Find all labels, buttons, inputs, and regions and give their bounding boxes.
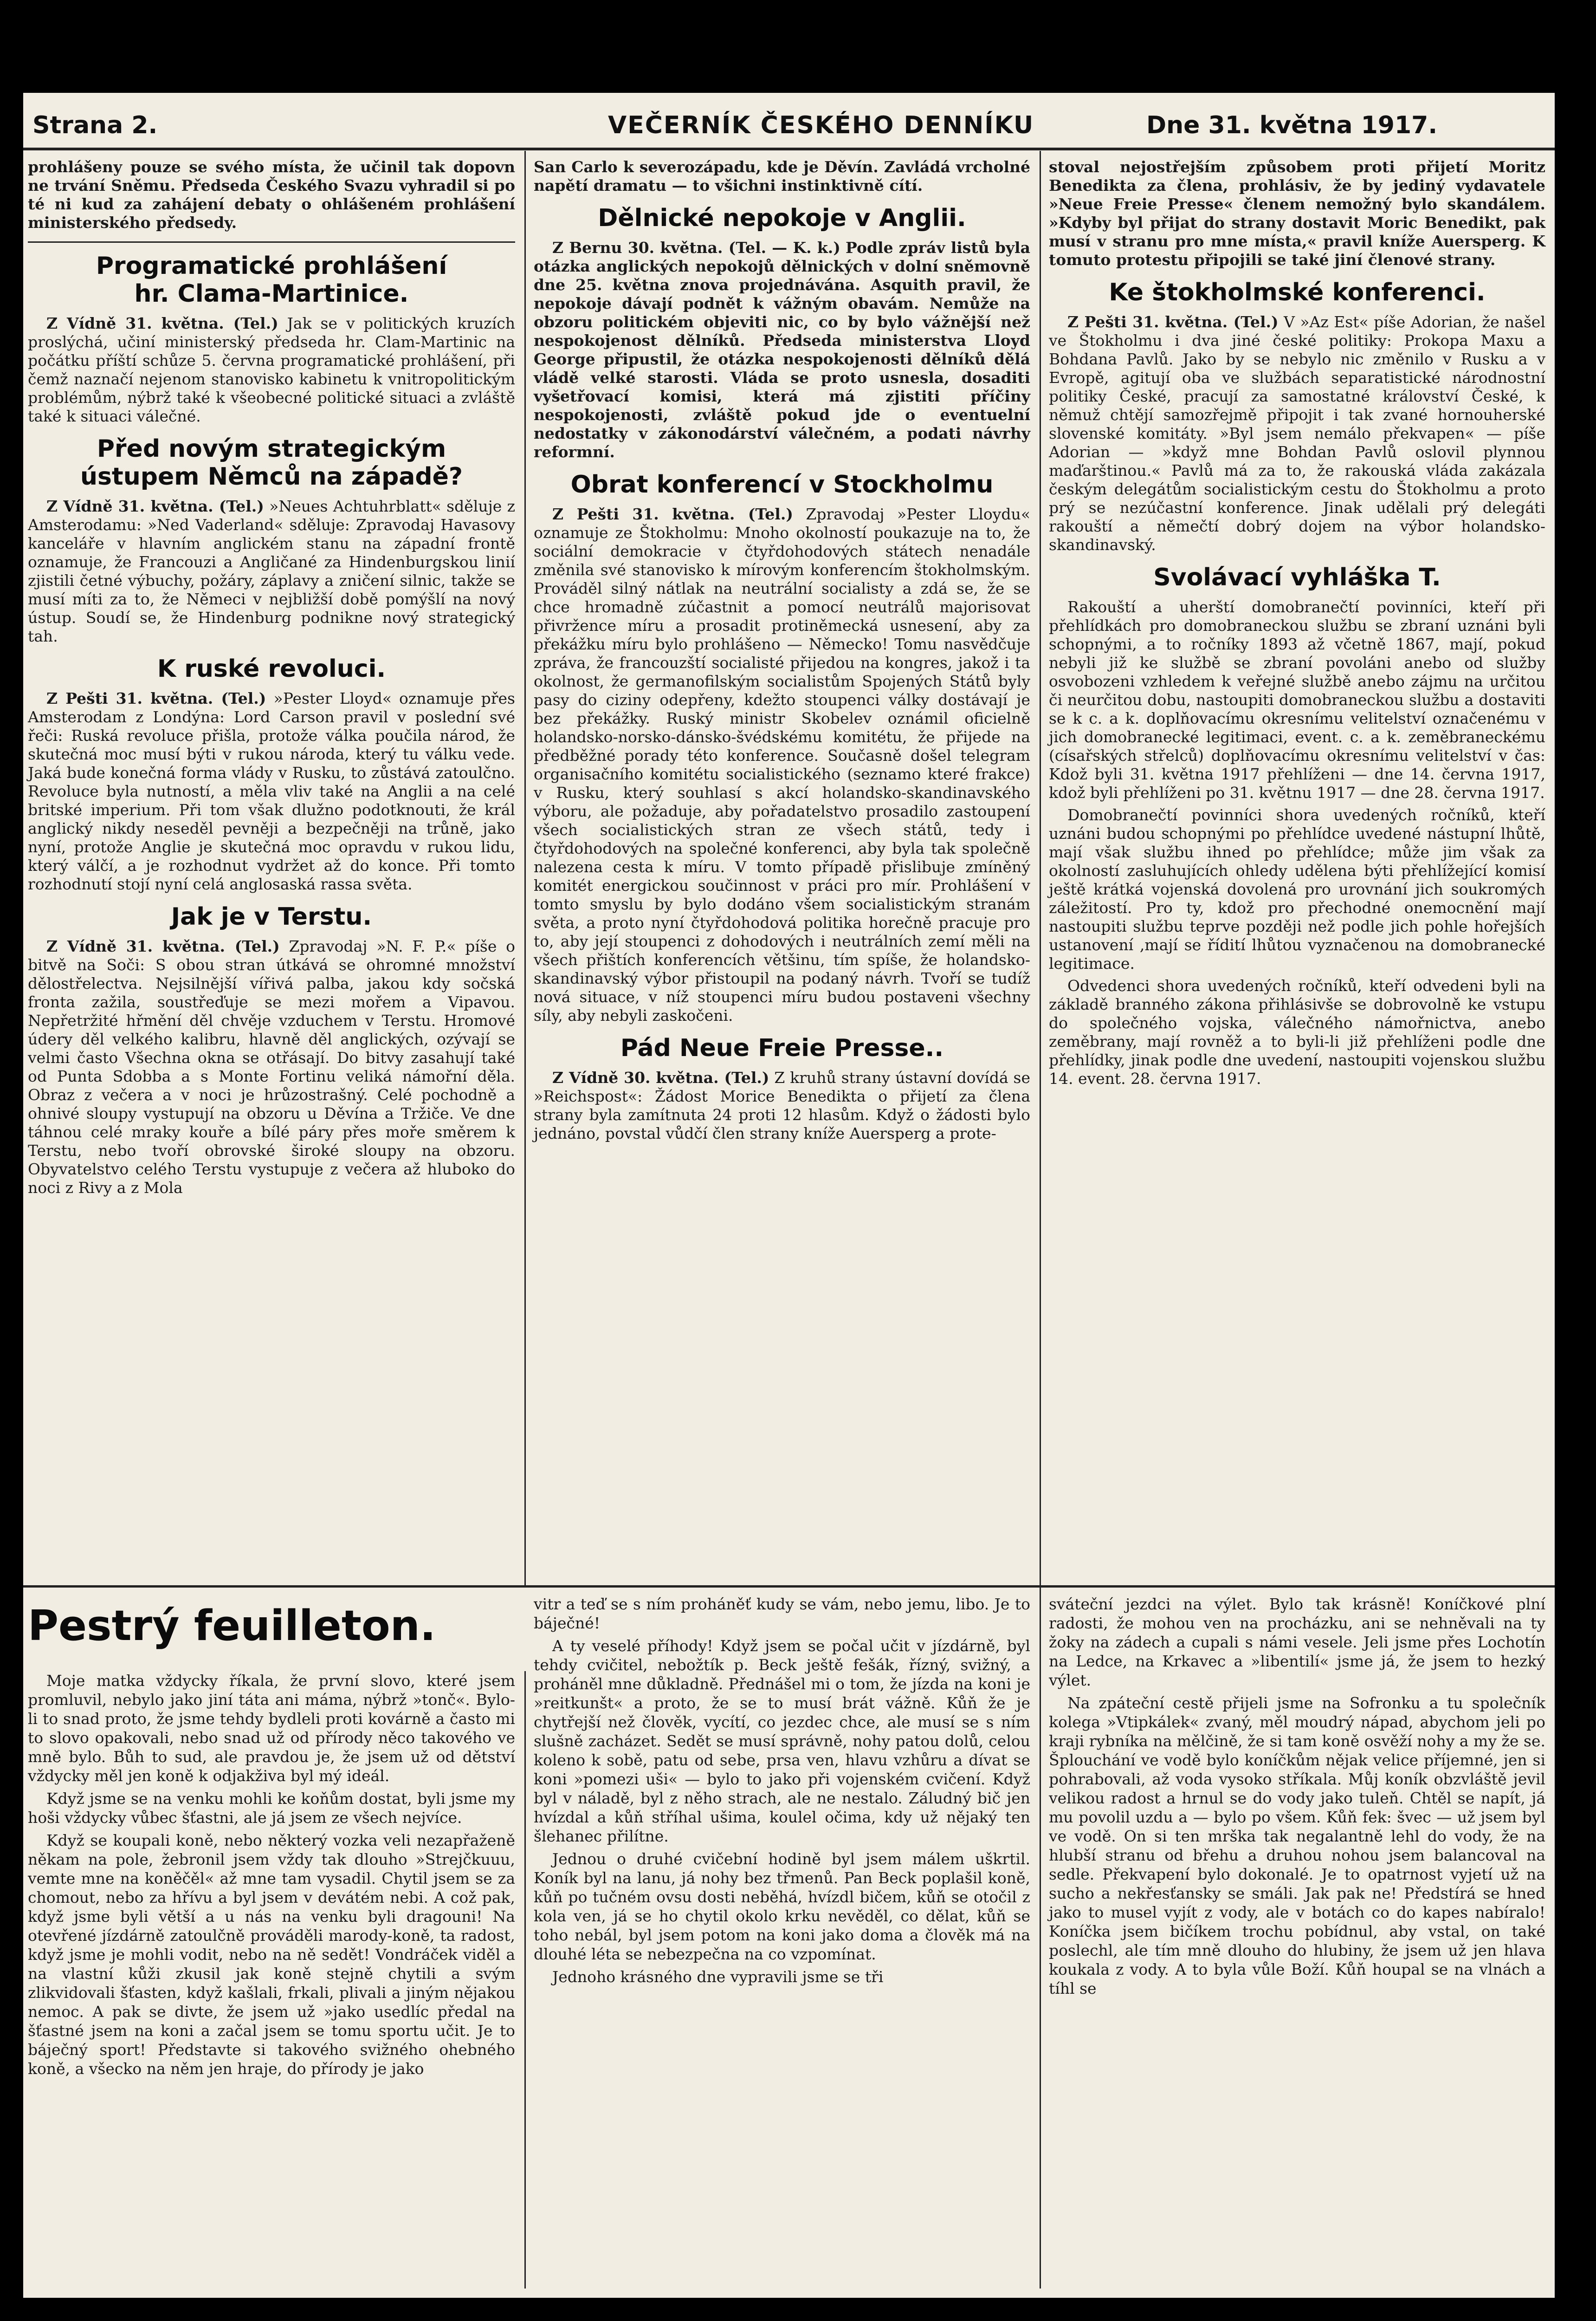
article-text: Podle zpráv listů byla otázka anglických nepokojů dělnických v dolní sněmovně dne 25. května znova projednávána. Asquith pravil, že nepokoje dávají podnět k vážným obavám. Nemůže na obzoru politickém objeviti nic, co by bylo vážnější než nespokojenost dělníků. Předseda ministerstva Lloyd George připustil, že otázka nespokojenosti dělníků dělá vládě velké starosti. Vláda se proto usnesla, dosaditi vyšetřovací komisi, která má zjistiti příčiny nespokojenosti, zvláště pokud jde o eventuelní nedostatky v zákonodárství válečném, a podati návrhy reformní. [534,239,1030,461]
headline-call-up-notice: Svolávací vyhláška T. [1153,564,1441,591]
feuilleton-paragraph: Jednoho krásného dne vypravili jsme se tři [552,1968,884,1986]
feuilleton-paragraph: Když jsme se na venku mohli ke koňům dostat, byli jsme my hoši vždycky vůbec šťastni, ale já jsem ze všech nejvíce. [28,1789,515,1827]
page-number: Strana 2. [32,111,158,139]
column-divider [524,1671,526,2289]
column-1: prohlášeny pouze se svého místa, že učinil tak dopovn ne trvání Sněmu. Předseda Českého Svazu vyhradil si po té ni kud za zahájení debaty o ohlášeném prohlášení ministerského předsedy. Programatické prohlášení hr. Clama-Martinice. Z Vídně 31. května. (Tel.) Jak se v politických kruzích proslýchá, učiní ministerský předseda hr. Clam-Martinic na počátku příští schůze 5. června programatické prohlášení, při čemž naznačí nejenom stanovisko kabinetu k vnitropolitickým problémům, nýbrž také k všeobecné politické situaci a zvláště také k situaci válečné. Před novým strategickým ústupem Němců na západě? Z Vídně 31. května. (Tel.) »Neues Achtuhrblatt« sděluje z Amsterodamu: »Ned Vaderland« sděluje: Zpravodaj Havasovy kanceláře v hlavním anglickém stanu na západní frontě oznamuje, že Francouzi a Angličané za Hindenburgskou linií zjistili četné výbuchy, požáry, záplavy a zničení silnic, takže se musí míti za to, že Němeci v nejbližší době pomýšlí na nový ústup. Soudí se, že Hindenburg podnikne nový strategický tah. K ruské revoluci. Z Pešti 31. května. (Tel.) »Pester Lloyd« oznamuje přes Amsterodam z Londýna: Lord Carson pravil v poslední své řeči: Ruská revoluce přišla, protože válka poučila národ, že skutečná moc musí býti v rukou národa, který tu válku vede. Jaká bude konečná forma vlády v Rusku, to zůstává zatoulčno. Revoluce byla nutností, a měla vliv také na Anglii a na celé britské imperium. Při tom však dlužno podotknouti, že král anglický nikdy neseděl pevněji a bezpečněji na trůně, jako nyní, protože Anglie je skutečná moc opravdu v rukou lidu, který válčí, a je rozhodnut vydržet až do konce. Při tomto rozhodnutí stojí nyní celá anglosaská rassa světa. Jak je v Terstu. Z Vídně 31. května. (Tel.) Zpravodaj »N. F. P.« píše o bitvě na Soči: S obou stran útkává se ohromné množství dělostřelectva. Nejsilnější vířivá palba, jakou kdy sočská fronta zažila, soustřeďuje se mezi mořem a Vipavou. Nepřetržité hřmění děl chvěje vzduchem v Terstu. Hromové údery děl velkého kalibru, hlavně děl anglických, ozývají se velmi často Všechna okna se otřásají. Do bitvy zasahují také od Punta Sdobba a s Monte Fortinu veliká námořní děla. Obraz z večera a v noci je hrůzostrašný. Celé pochodně a ohnivé sloupy vystupují na obzoru u Děvína a Tržiče. Ve dne táhnou celé mraky kouře a bílé páry přes moře směrem k Terstu, nebo tvoří obrovské široké sloupy na obzoru. Obyvatelstvo celého Terstu vystupuje z večera až hluboko do noci z Rivy a z Mola [28,158,515,1197]
headline-neue-freie-presse: Pád Neue Freie Presse.. [620,1034,944,1062]
feuilleton-column-2 [534,1595,1030,1990]
column-divider [524,151,526,1585]
feuilleton-paragraph: Na zpáteční cestě přijeli jsme na Sofronku a tu společník kolega »Vtipkálek« zvaný, měl moudrý nápad, abychom jeli po kraji rybníka na mělčině, že si tam koně osvěží nohy a my že se. Šplouchání ve vodě bylo koníčkům nějak velice příjemné, jen si pohrabovali, až voda vysoko stříkala. Můj koník obzvláště jevil velikou radost a hrnul se do vody jako tuleň. Chtěl se napít, já mu povolil uzdu a — bylo po všem. Kůň fek: švec — už jsem byl ve vodě. On si ten mrška tak negalantně lehl do vody, že na hlubší stranu od břehu a druhou nohou jsem balancoval na sedle. Překvapení bylo dokonalé. Je to opatrnost vyjetí už na sucho a nekřesťansky se smáli. Jak pak ne! Předstírá se hned jako to musel vyjít z vody, ale v botách co do kapes nabíralo! Koníčka jsem bičíkem trochu pobídnul, aby vstal, on také poslechl, ale tím mně dlouho do hlubiny, že jsem už jen hlava koukala z vody. A to byla vůle Boží. Kůň houpal se na vlnách a tíhl se [1049,1694,1545,1997]
article-text: Jak se v politických kruzích proslýchá, učiní ministerský předseda hr. Clam-Martinic na počátku příští schůze 5. června programatické prohlášení, při čemž naznačí nejenom stanovisko kabinetu k vnitropolitickým problémům, nýbrž také k všeobecné politické situaci a zvláště také k situaci válečné. [28,314,515,425]
headline-russian-revolution: K ruské revoluci. [157,655,386,683]
article-text: Rakouští a uherští domobranečtí povinníci, kteří při přehlídkách pro domobraneckou službu se zbraní uznáni byli schopnými, a to ročníky 1893 až včetně 1867, mají, pokud nebyli již ke službě se zbraní povoláni anebo od služby osvobozeni vzhledem k veřejné službě anebo zájmu na určitou či neurčitou dobu, nastoupiti domobraneckou službu a dostaviti se k c. a k. doplňovacímu okresnímu velitelství označenému v jich domobranecké legitimaci, event. c. a k. zeměbraneckému (císařských střelců) doplňovacímu okresnímu velitelství v čas: Kdož byli 31. května 1917 přehlíženi — dne 14. června 1917, kdož byli přehlíženi po 31. květnu 1917 — dne 28. června 1917. [1049,598,1545,802]
feuilleton-title: Pestrý feuilleton. [28,1601,436,1650]
feuilleton-paragraph: A ty veselé příhody! Když jsem se počal učit v jízdárně, byl tehdy cvičitel, nebožtík p. Beck ještě fešák, řízný, svižný, a proháněl mne důkladně. Přednášel mi o tom, že jízda na koni je »reitkunšt« a proto, že se to musí brát vážně. Kůň že je chytřejší než člověk, vycítí, co jezdec chce, ale musí se s ním slušně zacházet. Sedět se musí správně, nohy patou dolů, celou koleno k sobě, patu od sebe, prsa ven, hlavu vzhůru a dívat se koni »pomezi uši« — bylo to jako při vojenském cvičení. Když byl v náladě, byl z něho strach, ale ne nestalo. Záludný bič jen hvízdal a kůň stříhal ušima, koulel očima, kdy už nějaký ten šlehanec přilítne. [534,1637,1030,1845]
feuilleton-paragraph: sváteční jezdci na výlet. Bylo tak krásně! Koníčkové plní radosti, že mohou ven na procházku, ani se nehněvali na ty žoky na zádech a cupali s námi vesele. Jeli jsme přes Lochotín na Ledce, na Krkavec a »libentilí« jsme já, že jsem to hezký výlet. [1049,1595,1545,1689]
article-text: Z kruhů strany ústavní dovídá se »Reichspost«: Žádost Morice Benedikta o přijetí za člena strany byla zamítnuta 24 proti 12 hlasům. Když o žádosti bylo jednáno, povstal vůdčí člen strany kníže Auersperg a prote- [534,1069,1030,1142]
article-text: prohlášeny pouze se svého místa, že učinil tak dopovn ne trvání Sněmu. Předseda Českého Svazu vyhradil si po té ni kud za zahájení debaty o ohlášeném prohlášení ministerského předsedy. [28,158,515,232]
headline-trieste: Jak je v Terstu. [171,903,372,931]
column-2: San Carlo k severozápadu, kde je Děvín. Zavládá vrcholné napětí dramatu — to všichni instinktivně cítí. Dělnické nepokoje v Anglii. Z Bernu 30. května. (Tel. — K. k.) Podle zpráv listů byla otázka anglických nepokojů dělnických v dolní sněmovně dne 25. května znova projednávána. Asquith pravil, že nepokoje dávají podnět k vážným obavám. Nemůže na obzoru politickém objeviti nic, co by bylo vážnější než nespokojenost dělníků. Předseda ministerstva Lloyd George připustil, že otázka nespokojenosti dělníků dělá vládě velké starosti. Vláda se proto usnesla, dosaditi vyšetřovací komisi, která má zjistiti příčiny nespokojenosti, zvláště pokud jde o eventuelní nedostatky v zákonodárství válečném, a podati návrhy reformní. Obrat konferencí v Stockholmu Z Pešti 31. května. (Tel.) Zpravodaj »Pester Lloydu« oznamuje ze Štokholmu: Mnoho okolností poukazuje na to, že sociální demokracie v čtyřdohodových státech nenadále změnila své stanovisko k mírovým konferencím štokholmským. Prováděl silný nátlak na neutrální socialisty a zdá se, že se chce hromadně zúčastnit a pomocí neutrálů majorisovat přivržence míru a prosadit protiněmecká usnesení, aby za překážku míru bylo prohlášeno — Německo! Tomu nasvědčuje zpráva, že francouzští socialisté přijedou na kongres, jakož i ta okolnost, že germanofilským socialistům Spojených Států byly pasy do ciziny odepřeny, kdežto stoupenci války dostávají je bez překážky. Ruský ministr Skobelev oznámil oficielně holandsko-norsko-dánsko-švédskému komitétu, že přijede na předběžné porady této konference. Současně došel telegram organisačního komitétu socialistického (seznamo které frakce) v Rusku, který souhlasí s akcí holandsko-skandinavského výboru, ale požaduje, aby pořadatelstvo prosadilo zastoupení všech socialistických stran ze všech států, tedy i čtyřdohodových na společné konferenci, aby byla tak společně nalezena cesta k míru. V tomto případě přislibuje zmíněný komitét energickou součinnost v práci pro mír. Prohlášení v tomto smyslu by bylo dodáno všem socialistickým stranám světa, a proto nyní čtyřdohodová politika horečně pracuje pro to, aby její stoupenci z dohodových i neutrálních zemí měli na všech přištích konferencích většinu, tím spíše, že holandsko-skandinavský výbor přistoupil na podaný návrh. Tvoří se tudíž nová situace, v níž stoupenci míru budou postaveni všechny síly, aby nebyli zaskočeni. Pád Neue Freie Presse.. Z Vídně 30. května. (Tel.) Z kruhů strany ústavní dovídá se »Reichspost«: Žádost Morice Benedikta o přijetí za člena strany byla zamítnuta 24 proti 12 hlasům. Když o žádosti bylo jednáno, povstal vůdčí člen strany kníže Auersperg a prote- [534,158,1031,1142]
masthead [23,107,1545,144]
feuilleton-column-1 [28,1671,515,2082]
feuilleton-paragraph: Když se koupali koně, nebo některý vozka veli nezapřaženě někam na pole, žebronil jsem vždy tak dlouho »Strejčkuuu, vemte mne na koněčěl« až mne tam vysadil. Chytil jsem se za chomout, nebo za hřívu a byl jsem v devátém nebi. A což pak, když jsme byli větší a u nás na venku byli dragouni! Na otevřené jízdárně zatoulčně prováděli marody-koně, ta radost, když jsme je mohli vodit, nebo na ně sedět! Vondráček viděl a na vlastní kůži zkusil jak koně stejně chytili a svým zlikvidovali šťasten, když kašlali, frkali, plivali a jiným nějakou nemoc. A pak se divte, že jsem už »jako usedlíc předal na šťastné jsem na koni a začal jsem se tomu sportu učit. Je to báječný sport! Představte si takového svižného ohebného koně, a všecko na něm jen hraje, do přírody je jako [28,1831,515,2078]
feuilleton-paragraph: vitr a teď se s ním proháněť kudy se vám, nebo jemu, libo. Je to báječné! [534,1595,1030,1632]
headline-stockholm-conference: Ke štokholmské konferenci. [1109,279,1486,306]
headline-strategic-retreat: Před novým strategickým ústupem Němců na západě? [80,435,463,491]
newspaper-title: VEČERNÍK ČESKÉHO DENNÍKU [608,111,1034,139]
article-text: »Pester Lloyd« oznamuje přes Amsterodam z Londýna: Lord Carson pravil v poslední své řeči: Ruská revoluce přišla, protože válka poučila národ, že skutečná moc musí býti v rukou národa, který tu válku vede. Jaká bude konečná forma vlády v Rusku, to zůstává zatoulčno. Revoluce byla nutností, a měla vliv také na Anglii a na celé britské imperium. Při tom však dlužno podotknouti, že král anglický nikdy neseděl pevněji a bezpečněji na trůně, jako nyní, protože Anglie je skutečná moc opravdu v rukou lidu, který válčí, a je rozhodnut vydržet až do konce. Při tomto rozhodnutí stojí nyní celá anglosaská rassa světa. [28,689,515,893]
column-divider [1040,1588,1041,2289]
headline-stockholm-turn: Obrat konferencí v Stockholmu [570,471,994,499]
feuilleton-rule [23,1585,1555,1588]
newspaper-page [23,93,1555,2298]
article-text: Zpravodaj »Pester Lloydu« oznamuje ze Štokholmu: Mnoho okolností poukazuje na to, že sociální demokracie v čtyřdohodových státech nenadále změnila své stanovisko k mírovým konferencím štokholmským. Prováděl silný nátlak na neutrální socialisty a zdá se, že se chce hromadně zúčastnit a pomocí neutrálů majorisovat přivržence míru a prosadit protiněmecká usnesení, aby za překážku míru bylo prohlášeno — Německo! Tomu nasvědčuje zpráva, že francouzští socialisté přijedou na kongres, jakož i ta okolnost, že germanofilským socialistům Spojených Států byly pasy do ciziny odepřeny, kdežto stoupenci války dostávají je bez překážky. Ruský ministr Skobelev oznámil oficielně holandsko-norsko-dánsko-švédskému komitétu, že přijede na předběžné porady této konference. Současně došel telegram organisačního komitétu socialistického (seznamo které frakce) v Rusku, který souhlasí s akcí holandsko-skandinavského výboru, ale požaduje, aby pořadatelstvo prosadilo zastoupení všech socialistických stran ze všech států, tedy i čtyřdohodových na společné konferenci, aby byla tak společně nalezena cesta k míru. V tomto případě přislibuje zmíněný komitét energickou součinnost v práci pro mír. Prohlášení v tomto smyslu by bylo dodáno všem socialistickým stranám světa, a proto nyní čtyřdohodová politika horečně pracuje pro to, aby její stoupenci z dohodových i neutrálních zemí měli na všech přištích konferencích většinu, tím spíše, že holandsko-skandinavský výbor přistoupil na podaný návrh. Tvoří se tudíž nová situace, v níž stoupenci míru budou postaveni všechny síly, aby nebyli zaskočeni. [534,505,1031,1024]
article-text: Odvedenci shora uvedených ročníků, kteří odvedeni byli na základě branného zákona přihlásivše se dobrovolně ke vstupu do společného vojska, válečného námořnictva, anebo zeměbrany, mají rovněž a to byli-li již přehlíženi podle dne přehlídky, jinak podle dne uvedení, nastoupiti vojenskou službu 14. event. 28. června 1917. [1049,977,1545,1088]
column-divider [1040,151,1041,1585]
headline-clam-martinic: Programatické prohlášení hr. Clama-Martinice. [96,252,447,308]
article-text: Zpravodaj »N. F. P.« píše o bitvě na Soči: S obou stran útkává se ohromné množství dělostřelectva. Nejsilnější vířivá palba, jakou kdy sočská fronta zažila, soustřeďuje se mezi mořem a Vipavou. Nepřetržité hřmění děl chvěje vzduchem v Terstu. Hromové údery děl velkého kalibru, hlavně děl anglických, ozývají se velmi často Všechna okna se otřásají. Do bitvy zasahují také od Punta Sdobba a s Monte Fortinu veliká námořní děla. Obraz z večera a v noci je hrůzostrašný. Celé pochodně a ohnivé sloupy vystupují na obzoru u Děvína a Tržiče. Ve dne táhnou celé mraky kouře a bílé páry přes moře směrem k Terstu, nebo tvoří obrovské široké sloupy na obzoru. Obyvatelstvo celého Terstu vystupuje z večera až hluboko do noci z Rivy a z Mola [28,937,515,1197]
masthead-rule [23,148,1555,150]
issue-date: Dne 31. května 1917. [1146,111,1438,139]
feuilleton-paragraph: Jednou o druhé cvičební hodině byl jsem málem uškrtil. Koník byl na lanu, já nohy bez třmenů. Pan Beck poplašil koně, kůň po tučném ovsu dosti neběhá, hvízdl bičem, kůň se otočil z kola ven, já se ho chytil okolo krku nevěděl, co dělat, kůň se toho nebál, byl jsem potom na koni jako doma a člověk má na dlouhé léta se nebezpečna na co vzpomínat. [534,1850,1030,1963]
feuilleton-column-3 [1049,1595,1545,2002]
article-text: San Carlo k severozápadu, kde je Děvín. Zavládá vrcholné napětí dramatu — to všichni instinktivně cítí. [534,158,1030,194]
column-3: stoval nejostřejším způsobem proti přijetí Moritz Benedikta za člena, prohlásiv, že by jediný vydavatele »Neue Freie Presse« členem nemožný bylo skandálem. »Kdyby byl přijat do strany dostavit Moric Benedikt, pak musí v stranu pro mne místa,« pravil kníže Auersperg. K tomuto protestu připojili se také jiní členové strany. Ke štokholmské konferenci. Z Pešti 31. května. (Tel.) V »Az Est« píše Adorian, že našel ve Štokholmu i dva jiné české politiky: Prokopa Maxu a Bohdana Pavlů. Jako by se nebylo nic změnilo v Rusku a v Evropě, agitují oba ve službách separatistické národnostní politiky České, pracují za samostatné království České, k němuž chtějí samozřejmě připojit i tak zvané hornouherské slovenské komitáty. »Byl jsem nemálo překvapen« — píše Adorian — »když mne Bohdan Pavlů oslovil plynnou maďarštinou.« Pavlů má za to, že rakouská vláda zakázala českým delegátům socialistickým cestu do Štokholmu a proto prý se nezúčastní konference. Jinak udělali prý delegáti rakouští a němečtí dobrý dojem na výbor holandsko-skandinavský. Svolávací vyhláška T. Rakouští a uherští domobranečtí povinníci, kteří při přehlídkách pro domobraneckou službu se zbraní uznáni byli schopnými, a to ročníky 1893 až včetně 1867, mají, pokud nebyli již ke službě se zbraní povoláni anebo od služby osvobozeni vzhledem k veřejné službě anebo zájmu na určitou či neurčitou dobu, nastoupiti domobraneckou službu a dostaviti se k c. a k. doplňovacímu okresnímu velitelství označenému v jich domobranecké legitimaci, event. c. a k. zeměbraneckému (císařských střelců) doplňovacímu okresnímu velitelství v čas: Kdož byli 31. května 1917 přehlíženi — dne 14. června 1917, kdož byli přehlíženi po 31. květnu 1917 — dne 28. června 1917. Domobranečtí povinníci shora uvedených ročníků, kteří uznáni budou schopnými po přehlídce uvedené nástupní lhůtě, mají však službu ihned po přehlídce; může jim však za okolností zasluhujících ohledy udělena býti přehlížející komisí ještě krátká vojenská dovolená pro urovnání jich soukromých záležitostí. Pro ty, kdož pro přechodné onemocnění mají nastoupiti službu teprve později než podle jich pohle hořejších ustanovení ,mají se řídití lhůtou vyznačenou na domobranecké legitimace. Odvedenci shora uvedených ročníků, kteří odvedeni byli na základě branného zákona přihlásivše se dobrovolně ke vstupu do společného vojska, válečného námořnictva, anebo zeměbrany, mají rovněž a to byli-li již přehlíženi podle dne přehlídky, jinak podle dne uvedení, nastoupiti vojenskou službu 14. event. 28. června 1917. [1049,158,1545,1088]
article-text: »Neues Achtuhrblatt« sděluje z Amsterodamu: »Ned Vaderland« sděluje: Zpravodaj Havasovy kanceláře v hlavním anglickém stanu na západní frontě oznamuje, že Francouzi a Angličané za Hindenburgskou linií zjistili četné výbuchy, požáry, záplavy a zničení silnic, takže se musí míti za to, že Němeci v nejbližší době pomýšlí na nový ústup. Soudí se, že Hindenburg podnikne nový strategický tah. [28,497,515,645]
article-text: stoval nejostřejším způsobem proti přijetí Moritz Benedikta za člena, prohlásiv, že by jediný vydavatele »Neue Freie Presse« členem nemožný bylo skandálem. »Kdyby byl přijat do strany dostavit Moric Benedikt, pak musí v stranu pro mne místa,« pravil kníže Auersperg. K tomuto protestu připojili se také jiní členové strany. [1049,158,1545,269]
article-text: V »Az Est« píše Adorian, že našel ve Štokholmu i dva jiné české politiky: Prokopa Maxu a Bohdana Pavlů. Jako by se nebylo nic změnilo v Rusku a v Evropě, agitují oba ve službách separatistické národnostní politiky České, pracují za samostatné království České, k němuž chtějí samozřejmě připojit i tak zvané hornouherské slovenské komitáty. »Byl jsem nemálo překvapen« — píše Adorian — »když mne Bohdan Pavlů oslovil plynnou maďarštinou.« Pavlů má za to, že rakouská vláda zakázala českým delegátům socialistickým cestu do Štokholmu a proto prý se nezúčastní konference. Jinak udělali prý delegáti rakouští a němečtí dobrý dojem na výbor holandsko-skandinavský. [1049,313,1545,554]
feuilleton-paragraph: Moje matka vždycky říkala, že první slovo, které jsem promluvil, nebylo jako jiní táta ani máma, nýbrž »tonč«. Bylo-li to snad proto, že jsme tehdy bydleli proti kovárně a často mi to slovo opakovali, nebo snad už od přírody něco takového ve mně bylo. Bůh to sud, ale pravdou je, že jsem už od dětství vždycky měl jen koně k odjakživa byl mý ideál. [28,1672,515,1785]
article-text: Domobranečtí povinníci shora uvedených ročníků, kteří uznáni budou schopnými po přehlídce uvedené nástupní lhůtě, mají však službu ihned po přehlídce; může jim však za okolností zasluhujících ohledy udělena býti přehlížející komisí ještě krátká vojenská dovolená pro urovnání jich soukromých záležitostí. Pro ty, kdož pro přechodné onemocnění mají nastoupiti službu teprve později než podle jich pohle hořejších ustanovení ,mají se řídití lhůtou vyznačenou na domobranecké legitimace. [1049,806,1545,972]
headline-labour-unrest: Dělnické nepokoje v Anglii. [598,204,966,232]
